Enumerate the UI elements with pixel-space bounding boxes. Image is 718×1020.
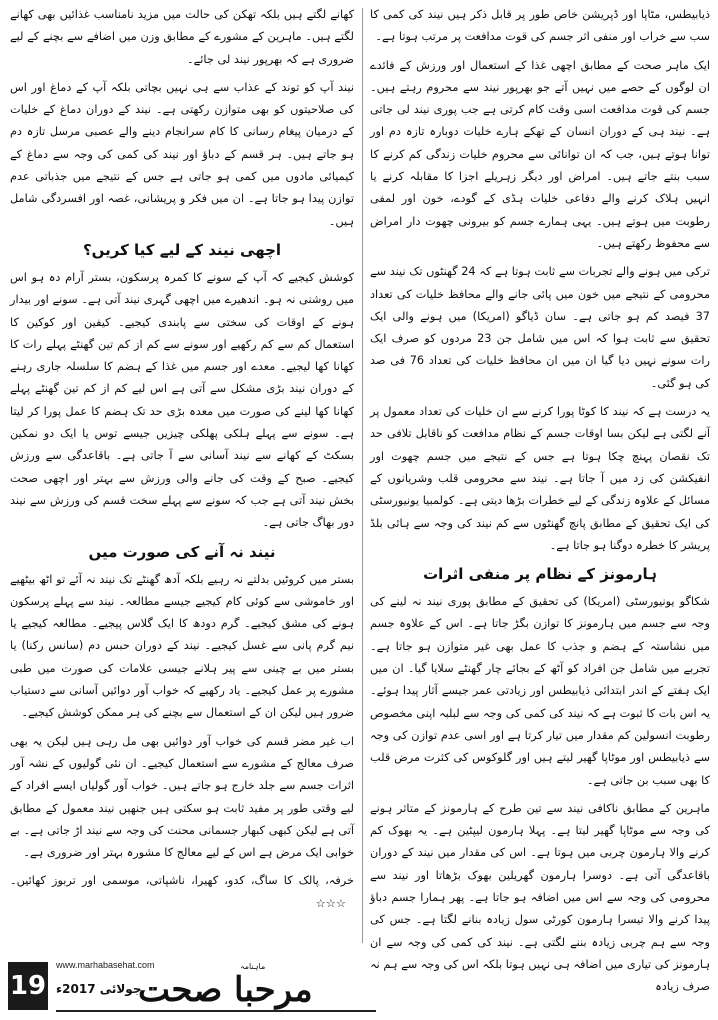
paragraph-last	[10, 870, 354, 915]
footer-rule	[56, 1010, 376, 1012]
paragraph-text: خرفہ، پالک کا ساگ، کدو، کھیرا، ناشپاتی، موسمی اور تربوز کھائیں۔	[10, 874, 354, 888]
section-heading: نیند نہ آنے کی صورت میں	[88, 542, 276, 561]
paragraph: شکاگو یونیورسٹی (امریکا) کی تحقیق کے مطابق پوری نیند نہ لینے کی وجہ سے جسم میں ہارمونز کا توازن بگڑ جاتا ہے۔ اس کے علاوہ جسم میں نشاستہ کے ہضم و جذب کا عمل بھی غیر متوازن ہو جاتا ہے۔ تجربے میں شامل جن افراد کو آٹھ کے بجائے چار گھنٹے سلایا گیا۔ ان میں ایک ہفتے کے اندر ابتدائی ذیابیطس اور زیادتی عمر جیسے آثار پیدا ہوئے۔ یہ اس بات کا ثبوت ہے کہ نیند کی کمی کی وجہ سے لبلبہ اپنی مخصوص رطوبت انسولین کم مقدار میں تیار کرتا ہے اور اسی عدم توازن کی وجہ سے ذیابیطس اور موٹاپا گھیر لیتے ہیں اور گلوکوس کی کثرت مرض قلب کا بھی سبب بن جاتی ہے۔	[370, 595, 710, 787]
issue-date: جولائی 2017ء	[56, 982, 142, 996]
paragraph: کوشش کیجیے کہ آپ کے سونے کا کمرہ پرسکون، بستر آرام دہ ہو اس میں روشنی نہ ہو۔ اندھیرے میں اچھی گہری نیند آتی ہے۔ سونے اور بیدار ہونے کے اوقات کی سختی سے پابندی کیجیے۔ کیفین اور کوکین کا استعمال کم سے کم رکھیے اور سونے سے کم از کم تین گھنٹے پہلے رات کا کھانا کھا لیجیے۔ معدے اور جسم میں غذا کے ہضم کا سلسلہ جاری رہنے کے دوران نیند بڑی مشکل سے آتی ہے اس لیے کم از کم تین گھنٹے پہلے کھانا کھا لینے کی صورت میں معدہ بڑی حد تک ہضم کا عمل پورا کر لیتا ہے۔ سونے سے پہلے ہلکی پھلکی چیزیں جیسے توس یا ایک دو نمکین بسکٹ کے کھانے سے نیند آسانی سے آ جاتی ہے۔ باقاعدگی سے ورزش کیجیے۔ صبح کے وقت کی جانے والی ورزش سے بہتر اور اچھی صحت بخش نیند آتی ہے جب کہ سونے سے پہلے سخت قسم کی ورزش سے نیند دور بھاگ جاتی ہے۔	[10, 270, 354, 530]
paragraph: ایک ماہر صحت کے مطابق اچھی غذا کے استعمال اور ورزش کے فائدے ان لوگوں کے حصے میں نہیں آتے جو بھرپور نیند سے محروم رہتے ہیں۔ جسم کی قوت مدافعت اسی وقت کام کرتی ہے جب پوری نیند لی جاتی ہے۔ نیند ہی کے دوران انسان کے تھکے ہارے خلیات دوبارہ تازہ دم اور توانا ہوتے ہیں، جب کہ ان توانائی سے محروم خلیات زندگی کم کرنے کا سبب بنتے جاتے ہیں۔ امراض اور دیگر زہریلے اجزا کا مقابلہ کرنے یا انہیں ہلاک کرنے والے دفاعی خلیات ہڈی کے گودے، خون اور لمفی رطوبت میں ہوتے ہیں۔ یہی ہمارے جسم کو بیرونی چھوت دار امراض سے محفوظ رکھتے ہیں۔	[370, 58, 710, 250]
section-heading: اچھی نیند کے لیے کیا کریں؟	[82, 240, 282, 259]
left-column	[10, 4, 354, 921]
paragraph: نیند آپ کو توند کے عذاب سے ہی نہیں بچاتی بلکہ آپ کے دماغ اور اس کی صلاحیتوں کو بھی متوازن رکھتی ہے۔ نیند کے دوران دماغ کے خلیات کے درمیان پیغام رسانی کا کام سرانجام دینے والے عصبی مرسل تازہ دم ہو جاتے ہیں۔ ہر قسم کے دباؤ اور نیند کی کمی کی وجہ سے دماغ کے کیمیائی مادوں میں کمی ہو جاتی ہے جس کے نتیجے میں جذباتی عدم توازن پیدا ہو جاتا ہے۔ ان میں فکر و پریشانی، غصہ اور افسردگی شامل ہیں۔	[10, 80, 354, 228]
website-url: www.marhabasehat.com	[56, 960, 155, 970]
column-divider	[362, 8, 363, 943]
right-column	[370, 4, 710, 1004]
paragraph: کھانے لگتے ہیں بلکہ تھکن کی حالت میں مزید نامناسب غذائیں بھی کھانے لگتے ہیں۔ ماہرین کے مشورے کے مطابق وزن میں اضافے سے بچنے کے لیے ضروری ہے کہ بھرپور نیند لی جائے۔	[10, 8, 354, 66]
page-number: 19	[8, 962, 48, 1010]
frequency-label: ماہنامہ	[240, 962, 266, 971]
paragraph: ترکی میں ہونے والے تجربات سے ثابت ہوتا ہے کہ 24 گھنٹوں تک نیند سے محرومی کے نتیجے میں خون میں پائی جانے والے محافظ خلیات کی تعداد 37 فیصد کم ہو جاتی ہے۔ سان ڈیاگو (امریکا) میں ہونے والی ایک تحقیق سے ثابت ہوا کہ اس میں شامل جن 23 مردوں کو صرف ایک رات سونے نہیں دیا گیا ان میں ان محافظ خلیات کی تعداد 76 فی صد کی ہو گئی۔	[370, 265, 710, 390]
paragraph: ذیابیطس، مٹاپا اور ڈپریشن خاص طور پر قابل ذکر ہیں نیند کی کمی کا سب سے خراب اور منفی اثر جسم کی قوت مدافعت پر مرتب ہوتا ہے۔	[370, 8, 710, 44]
paragraph: اب غیر مضر قسم کی خواب آور دوائیں بھی مل رہی ہیں لیکن یہ بھی صرف معالج کے مشورے سے استعمال کیجیے۔ ان نئی گولیوں کے نشہ آور اثرات جسم سے جلد خارج ہو جاتے ہیں۔ خواب آور گولیاں ایسے افراد کے لیے وقتی طور پر مفید ثابت ہو سکتی ہیں جنھیں نیند معمول کے مطابق آتی ہے لیکن کبھی کبھار جسمانی محنت کی وجہ سے نیند اڑ جاتی ہے۔ بے خوابی ایک مرض ہے اس کے لیے معالج کا مشورہ بہتر اور ضروری ہے۔	[10, 734, 354, 860]
section-heading: ہارمونز کے نظام پر منفی اثرات	[423, 565, 657, 584]
paragraph: یہ درست ہے کہ نیند کا کوٹا پورا کرنے سے ان خلیات کی تعداد معمول پر آنے لگتی ہے لیکن بسا اوقات جسم کے نظام مدافعت کو ناقابل تلافی حد تک نقصان پہنچ چکا ہوتا ہے جس کے نتیجے میں جسم چھوت اور انفیکشن کی زد میں آ جاتا ہے۔ نیند سے محرومی قلب وشریانوں کے مسائل کے علاوہ زندگی کے لیے خطرات بڑھا دیتی ہے۔ کولمبیا یونیورسٹی کی ایک تحقیق کے مطابق پانچ گھنٹوں سے کم نیند کی وجہ سے ہائی بلڈ پریشر کا خطرہ دوگنا ہو جاتا ہے۔	[370, 405, 710, 552]
paragraph: ماہرین کے مطابق ناکافی نیند سے تین طرح کے ہارمونز کے متاثر ہونے کی وجہ سے موٹاپا گھیر لیتا ہے۔ پہلا ہارمون لیپٹین ہے۔ یہ بھوک کم کرنے والا ہارمون چربی میں ہوتا ہے۔ اس کی مقدار میں نیند کے دوران باقاعدگی آتی ہے۔ دوسرا ہارمون گھریلین بھوک بڑھاتا اور نیند سے محرومی کی وجہ سے اس میں اضافہ ہو جاتا ہے۔ پھر ہمارا جسم دباؤ پیدا کرنے والا تیسرا ہارمون کورٹی سول زیادہ بنانے لگتا ہے۔ جس کی وجہ سے ہم چربی زیادہ بننے لگتی ہے۔ نیند کی کمی کی وجہ سے ان ہارمونز کی تیاری میں اضافہ ہی نہیں ہوتا بلکہ اس کی وجہ سے ہم نہ صرف زیادہ	[370, 801, 710, 994]
paragraph: بستر میں کروٹیں بدلتے نہ رہیے بلکہ آدھ گھنٹے تک نیند نہ آئے تو اٹھ بیٹھیے اور خاموشی سے کوئی کام کیجیے جیسے مطالعہ۔ نیند سے پہلے پرسکون ہونے کی مشق کیجیے۔ گرم دودھ کا ایک گلاس پیجیے۔ مطالعہ کیجیے یا نیم گرم پانی سے غسل کیجیے۔ نیند کے دوران حبس دم (سانس رکنا) یا بستر میں بے چینی سے پیر ہلانے جیسی علامات کی صورت میں طبی مشورے پر عمل کیجیے۔ یاد رکھیے کہ خواب آور دوائیں آسانی سے دستیاب ضرور ہیں لیکن ان کے استعمال سے بچنے کی ہر ممکن کوشش کیجیے۔	[10, 572, 354, 720]
magazine-title: مرحبا صحت	[138, 970, 313, 1010]
end-stars: ☆☆☆	[315, 896, 346, 910]
footer	[8, 960, 368, 1014]
